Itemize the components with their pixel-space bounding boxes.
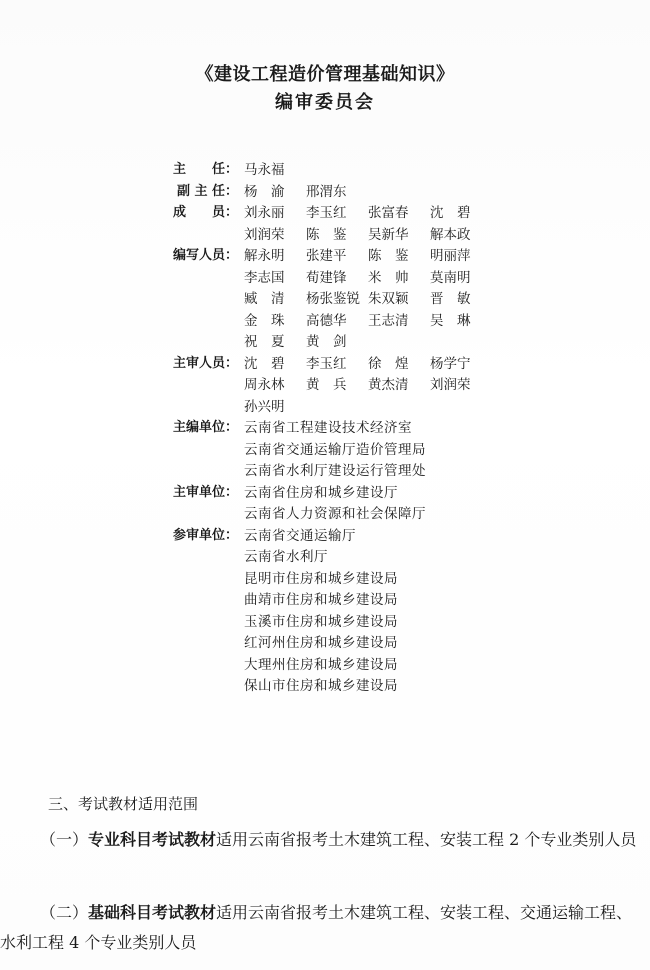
row-values [244, 459, 426, 479]
committee-row [0, 158, 650, 180]
row-values [244, 674, 398, 694]
row-values [244, 223, 492, 243]
role-label: 编写人员： [172, 248, 238, 263]
committee-row [0, 395, 650, 417]
row-values [244, 352, 492, 372]
paragraph-professional-materials [0, 825, 644, 855]
member-name: 马永福 [244, 162, 285, 178]
committee-row [0, 588, 650, 610]
paragraph-prefix: （一） [40, 830, 89, 849]
member-name: 晋 敏 [430, 291, 471, 307]
member-name: 李玉红 [306, 205, 347, 221]
organization-name: 红河州住房和城乡建设局 [244, 635, 398, 651]
row-values [244, 610, 398, 630]
role-label: 主审单位： [172, 484, 238, 500]
member-name: 祝 夏 [244, 334, 285, 350]
member-name: 刘润荣 [430, 377, 471, 393]
row-values [244, 180, 368, 200]
document-subtitle: 编审委员会 [275, 92, 375, 113]
member-name: 刘永丽 [244, 205, 285, 221]
committee-row [0, 416, 650, 438]
committee-row [0, 459, 650, 481]
member-name: 米 帅 [368, 269, 409, 286]
member-name: 高德华 [306, 312, 347, 329]
member-name: 吴新华 [368, 226, 409, 243]
organization-name: 昆明市住房和城乡建设局 [244, 570, 398, 587]
member-name: 黄 剑 [306, 334, 347, 350]
member-name: 臧 清 [244, 291, 285, 307]
row-values [244, 588, 398, 608]
row-values [244, 502, 426, 522]
member-name: 陈 鉴 [306, 226, 347, 243]
committee-row [0, 481, 650, 503]
member-name: 杨学宁 [430, 355, 471, 372]
member-name: 张建平 [306, 248, 347, 264]
committee-row [0, 524, 650, 546]
row-values [244, 287, 492, 307]
member-name: 黄杰清 [368, 377, 409, 393]
role-label: 副 主 任： [176, 183, 238, 199]
member-name: 刘润荣 [244, 226, 285, 243]
row-values [244, 158, 306, 178]
row-values [244, 201, 492, 221]
committee-row [0, 674, 650, 696]
paragraph-prefix: （二） [40, 903, 89, 922]
member-name: 徐 煌 [368, 355, 409, 372]
paragraph-basic-materials [0, 898, 644, 958]
member-name: 解永明 [244, 248, 285, 264]
committee-roster [0, 158, 650, 696]
row-values [244, 266, 492, 286]
role-label: 主审人员： [172, 355, 238, 371]
committee-row [0, 545, 650, 567]
member-name: 吴 琳 [430, 312, 471, 329]
row-values [244, 438, 426, 458]
paragraph-text: 适用云南省报考土木建筑工程、安装工程 2 个专业类别人员 [216, 830, 637, 849]
committee-row [0, 352, 650, 374]
row-values [244, 545, 328, 565]
member-name: 金 珠 [244, 312, 285, 329]
organization-name: 云南省水利厅 [244, 549, 328, 565]
role-label: 参审单位： [172, 527, 238, 543]
member-name: 解本政 [430, 226, 471, 243]
member-name: 荀建锋 [306, 269, 347, 286]
organization-name: 云南省工程建设技术经济室 [244, 420, 412, 436]
committee-row [0, 438, 650, 460]
organization-name: 云南省人力资源和社会保障厅 [244, 506, 426, 522]
row-values [244, 631, 398, 651]
committee-row [0, 631, 650, 653]
organization-name: 保山市住房和城乡建设局 [244, 678, 398, 694]
committee-row [0, 287, 650, 309]
committee-row [0, 502, 650, 524]
member-name: 朱双颖 [368, 291, 409, 307]
organization-name: 云南省交通运输厅造价管理局 [244, 441, 426, 458]
committee-row [0, 610, 650, 632]
member-name: 明丽萍 [430, 248, 471, 264]
member-name: 邢渭东 [306, 183, 347, 200]
committee-row [0, 373, 650, 395]
committee-row [0, 180, 650, 202]
committee-row [0, 223, 650, 245]
row-values [244, 330, 368, 350]
organization-name: 玉溪市住房和城乡建设局 [244, 613, 398, 630]
committee-row [0, 330, 650, 352]
row-values [244, 567, 398, 587]
member-name: 沈 碧 [430, 205, 471, 221]
paragraph-emphasis: 基础科目考试教材 [88, 903, 217, 922]
role-label: 主编单位： [172, 420, 238, 435]
committee-row [0, 653, 650, 675]
organization-name: 曲靖市住房和城乡建设局 [244, 592, 398, 608]
row-values [244, 244, 492, 264]
committee-row [0, 244, 650, 266]
role-label: 成 员： [172, 205, 238, 220]
row-values [244, 481, 398, 501]
committee-row [0, 201, 650, 223]
member-name: 周永林 [244, 377, 285, 393]
organization-name: 大理州住房和城乡建设局 [244, 656, 398, 673]
organization-name: 云南省住房和城乡建设厅 [244, 484, 398, 501]
row-values [244, 524, 356, 544]
member-name: 李玉红 [306, 355, 347, 372]
organization-name: 云南省交通运输厅 [244, 527, 356, 544]
member-name: 王志清 [368, 312, 409, 329]
member-name: 杨 渝 [244, 183, 285, 200]
row-values [244, 416, 412, 436]
member-name: 孙兴明 [244, 398, 285, 415]
paragraph-emphasis: 专业科目考试教材 [88, 830, 217, 849]
row-values [244, 395, 306, 415]
member-name: 杨张鉴锐 [306, 291, 360, 307]
document-title: 《建设工程造价管理基础知识》 [195, 64, 455, 85]
section-heading: 三、考试教材适用范围 [48, 795, 199, 813]
member-name: 莫南明 [430, 269, 471, 286]
member-name: 张富春 [368, 205, 409, 221]
member-name: 沈 碧 [244, 355, 285, 372]
member-name: 陈 鉴 [368, 248, 409, 264]
row-values [244, 373, 492, 393]
organization-name: 云南省水利厅建设运行管理处 [244, 463, 426, 479]
row-values [244, 309, 492, 329]
role-label: 主 任： [172, 162, 238, 177]
member-name: 黄 兵 [306, 377, 347, 393]
row-values [244, 653, 398, 673]
member-name: 李志国 [244, 269, 285, 286]
committee-row [0, 266, 650, 288]
paragraph-text: 适用云南省报考土木建筑工程、安装工程、交通运输工程、水利工程 4 个专业类别人员 [0, 903, 633, 952]
committee-row [0, 567, 650, 589]
committee-row [0, 309, 650, 331]
